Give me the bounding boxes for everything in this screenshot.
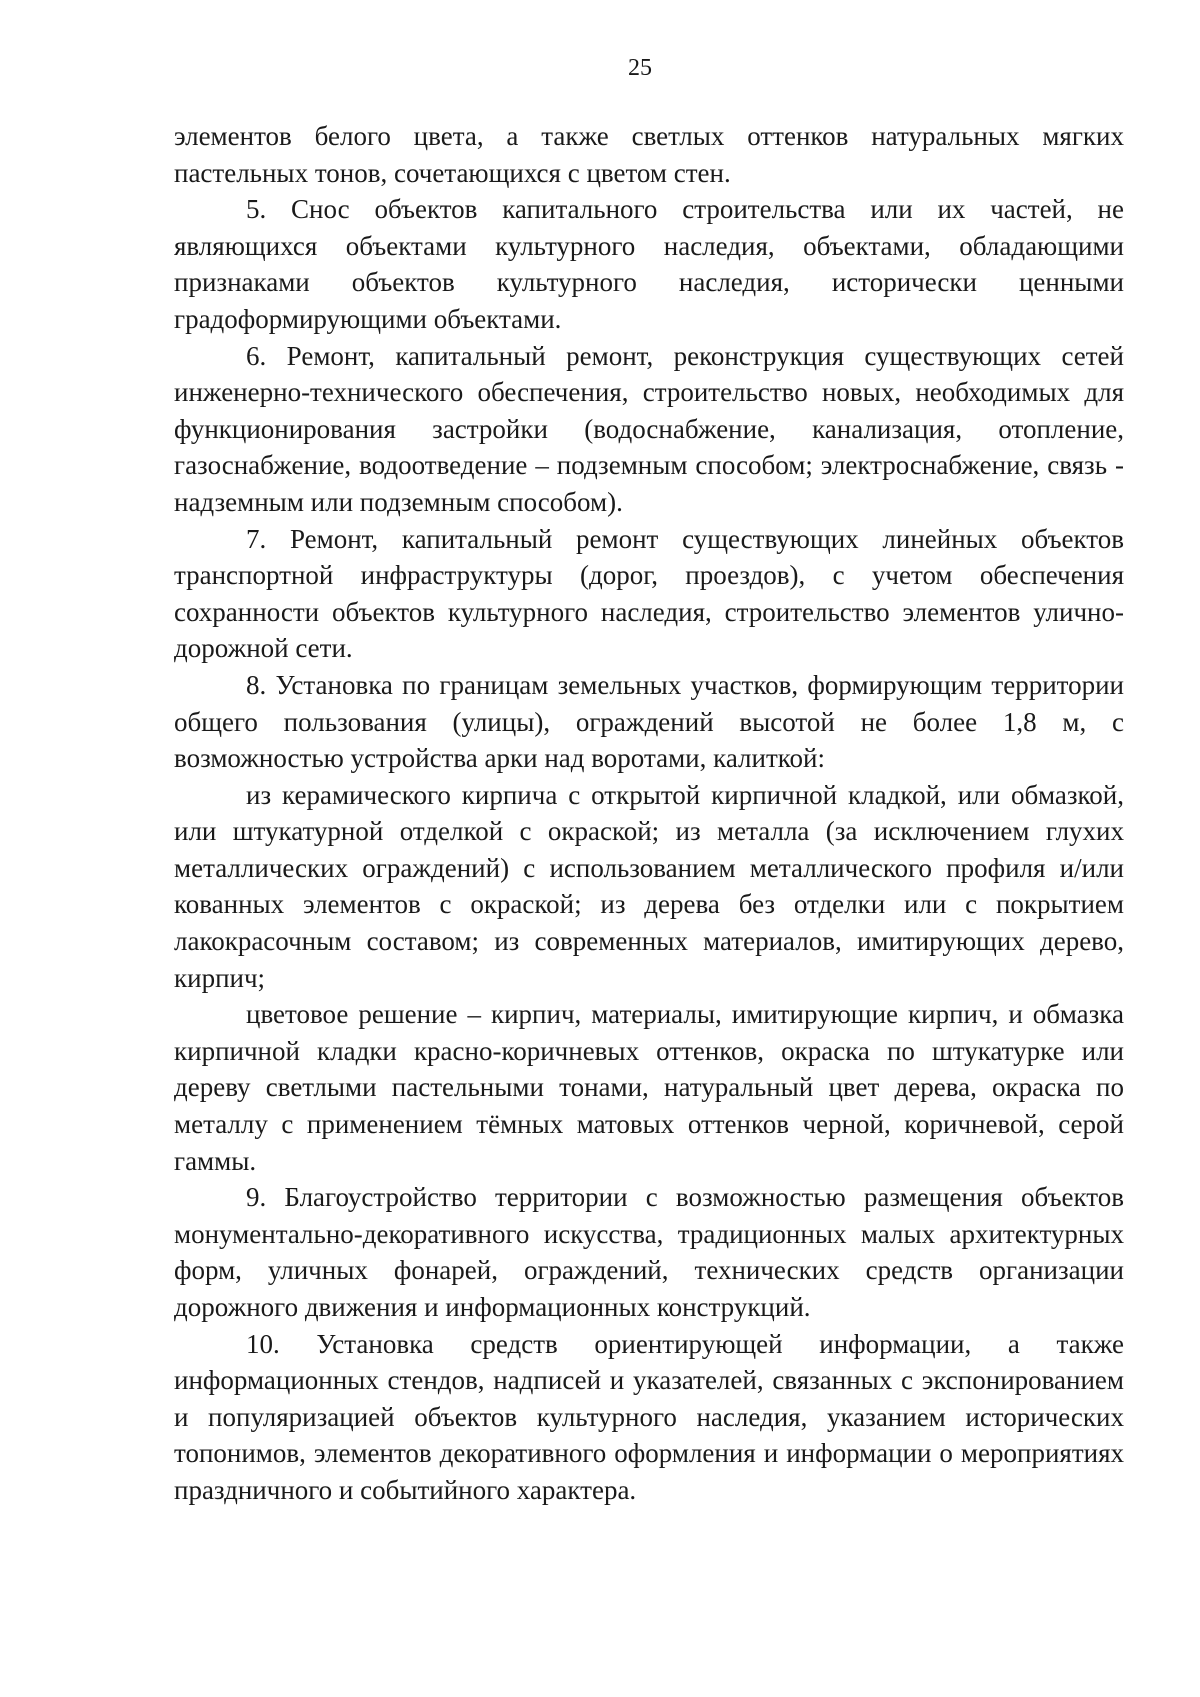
document-body <box>174 118 1124 1509</box>
paragraph-continuation: элементов белого цвета, а также светлых оттенков натуральных мягких пастельных тонов, сочетающихся с цветом стен. <box>174 121 1124 188</box>
paragraph-item-6: 6. Ремонт, капитальный ремонт, реконструкция существующих сетей инженерно-технического обеспечения, строительство новых, необходимых для функционирования застройки (водоснабжение, канализация, отопление, газоснабжение, водоотведение – подземным способом; электроснабжение, связь - надземным или подземным способом). <box>174 340 1124 517</box>
paragraph-item-8-materials: из керамического кирпича с открытой кирпичной кладкой, или обмазкой, или штукатурной отделкой с окраской; из металла (за исключением глухих металлических ограждений) с использованием металлического профиля и/или кованных элементов с окраской; из дерева без отделки или с покрытием лакокрасочным составом; из современных материалов, имитирующих дерево, кирпич; <box>174 779 1124 993</box>
paragraph-item-5: 5. Снос объектов капитального строительства или их частей, не являющихся объектами культурного наследия, объектами, обладающими признаками объектов культурного наследия, исторически ценными градоформирующими объектами. <box>174 194 1124 334</box>
paragraph-item-10: 10. Установка средств ориентирующей информации, а также информационных стендов, надписей и указателей, связанных с экспонированием и популяризацией объектов культурного наследия, указанием исторических топонимов, элементов декоративного оформления и информации о мероприятиях праздничного и событийного характера. <box>174 1328 1124 1505</box>
page-number: 25 <box>628 55 652 81</box>
paragraph-item-7: 7. Ремонт, капитальный ремонт существующих линейных объектов транспортной инфраструктуры (дорог, проездов), с учетом обеспечения сохранности объектов культурного наследия, строительство элементов улично-дорожной сети. <box>174 523 1124 664</box>
paragraph-item-8-colors: цветовое решение – кирпич, материалы, имитирующие кирпич, и обмазка кирпичной кладки красно-коричневых оттенков, окраска по штукатурке или дереву светлыми пастельными тонами, натуральный цвет дерева, окраска по металлу с применением тёмных матовых оттенков черной, коричневой, серой гаммы. <box>174 999 1124 1176</box>
paragraph-item-9: 9. Благоустройство территории с возможностью размещения объектов монументально-декоративного искусства, традиционных малых архитектурных форм, уличных фонарей, ограждений, технических средств организации дорожного движения и информационных конструкций. <box>174 1182 1124 1322</box>
paragraph-item-8: 8. Установка по границам земельных участков, формирующим территории общего пользования (улицы), ограждений высотой не более 1,8 м, с возможностью устройства арки над воротами, калиткой: <box>174 669 1124 774</box>
